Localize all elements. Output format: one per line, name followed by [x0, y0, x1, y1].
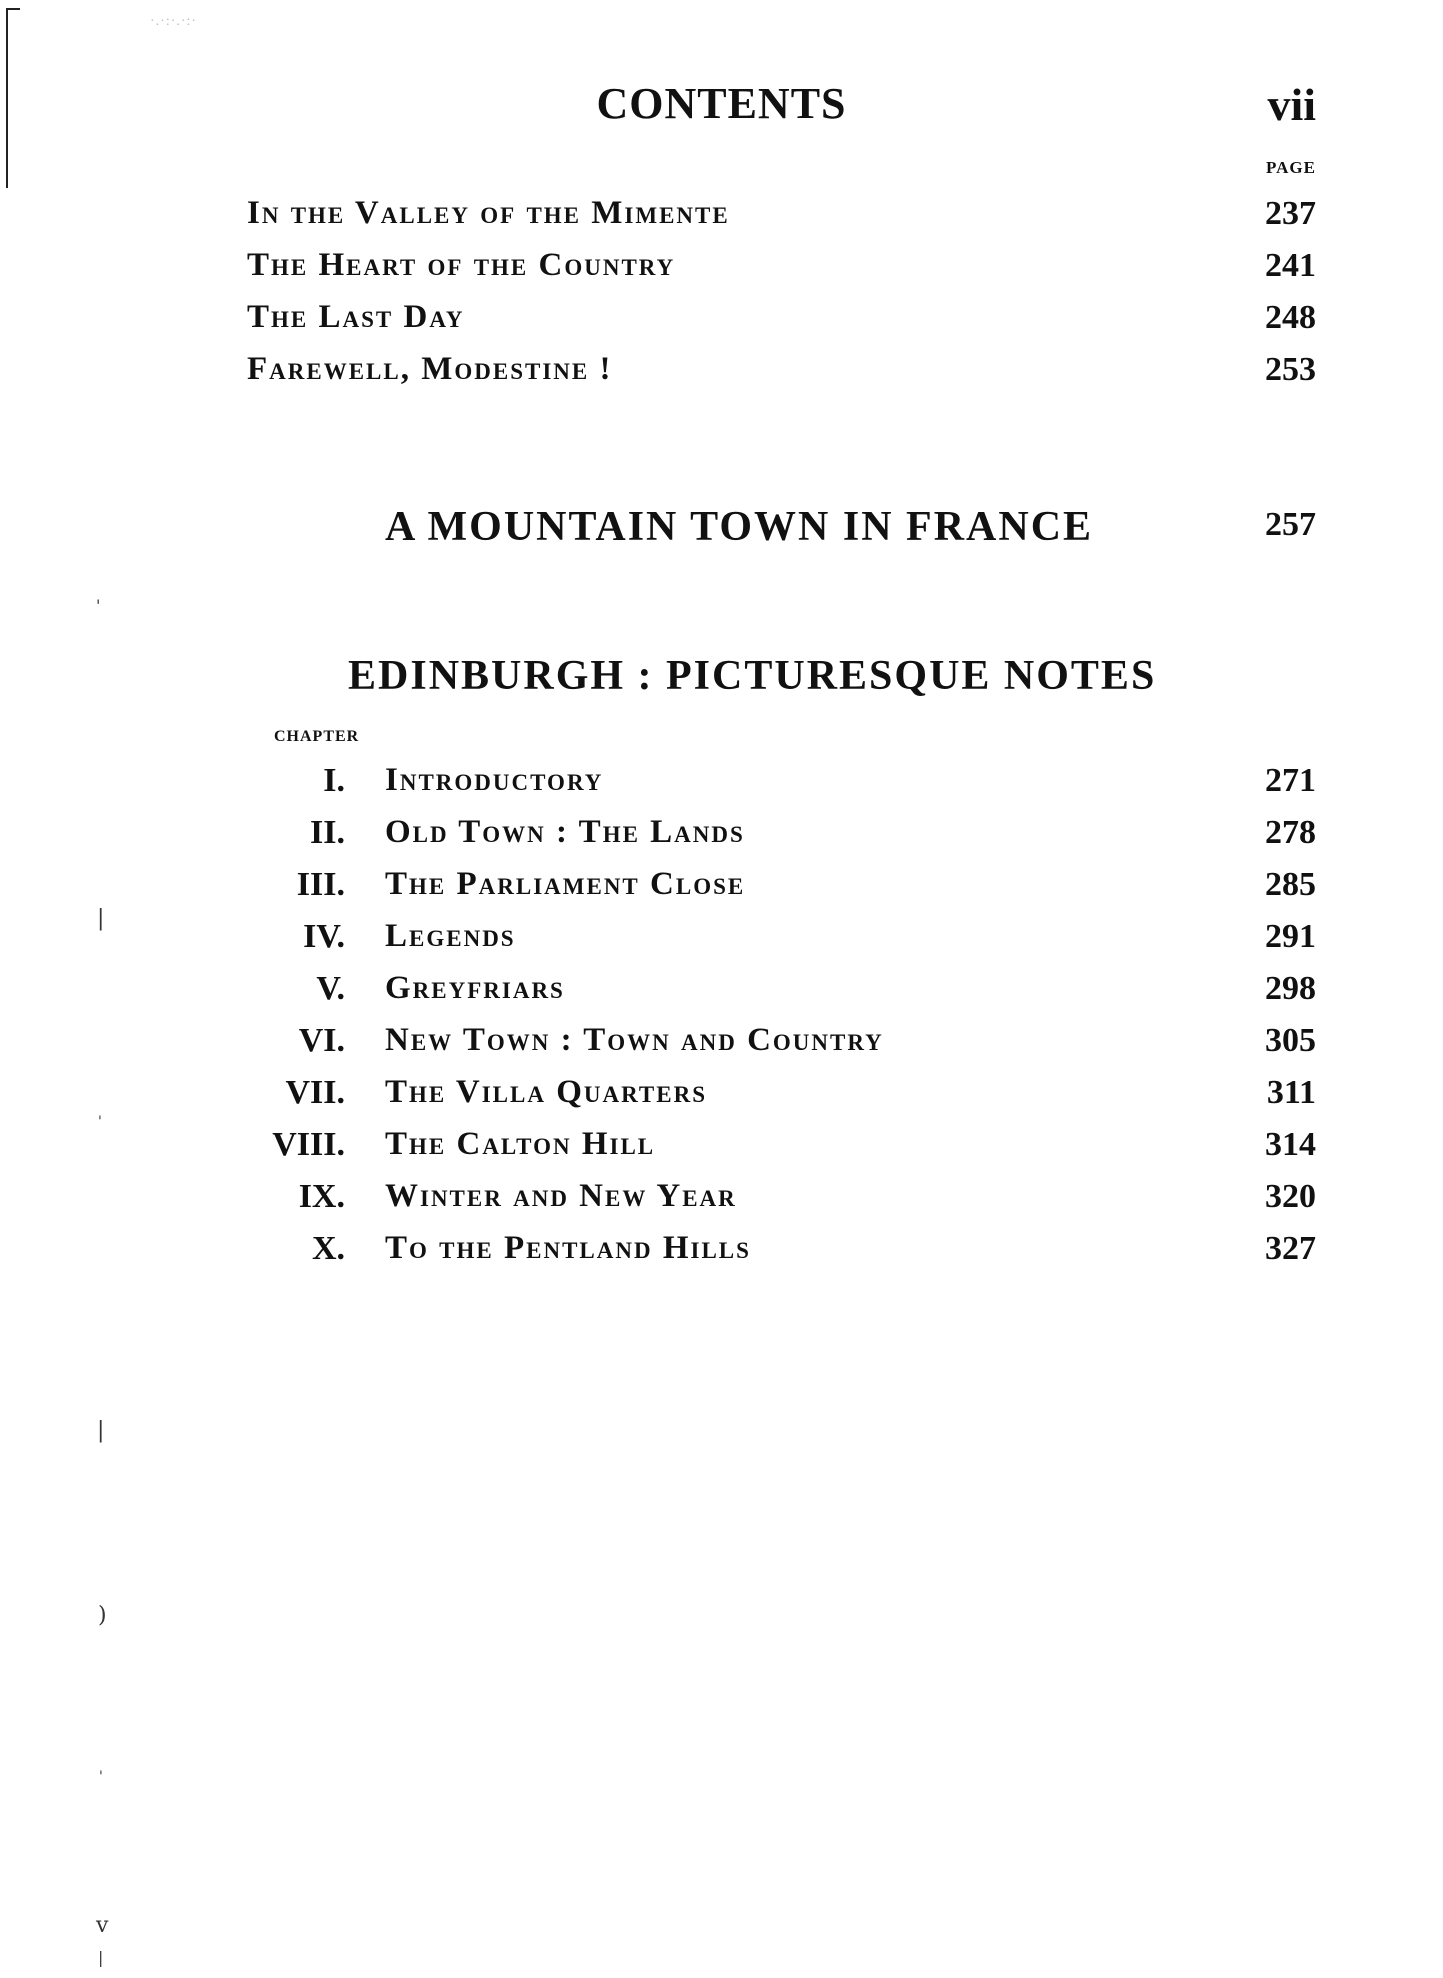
chapter-title: The Calton Hill [385, 1126, 656, 1162]
chapter-entry [0, 1074, 1443, 1118]
scan-mark-dot: | [97, 1418, 105, 1443]
chapter-page: 327 [1265, 1230, 1316, 1267]
toc-entry-page: 248 [1265, 299, 1316, 336]
toc-entry-title: Farewell, Modestine ! [247, 351, 613, 387]
page-column-label: PAGE [1266, 158, 1316, 177]
chapter-page: 285 [1265, 866, 1316, 903]
toc-entry [0, 299, 1443, 343]
scan-mark-dot: | [98, 1948, 104, 1967]
chapter-numeral: IX. [298, 1178, 345, 1215]
section-page-mountain-town: 257 [1265, 506, 1316, 543]
scan-mark-dot: v [96, 1913, 109, 1938]
page-title: CONTENTS [596, 79, 847, 128]
scan-mark-dot: ) [98, 1603, 107, 1628]
chapter-title: Greyfriars [385, 970, 565, 1006]
chapter-title: Winter and New Year [385, 1178, 737, 1214]
chapter-page: 271 [1265, 762, 1316, 799]
chapter-title: Legends [385, 918, 516, 954]
chapter-entry [0, 1126, 1443, 1170]
scan-mark-dot: ' [96, 596, 101, 615]
chapter-column-label: CHAPTER [274, 728, 360, 745]
chapter-title: Introductory [385, 762, 604, 798]
chapter-numeral: I. [323, 762, 345, 799]
chapter-entry [0, 762, 1443, 806]
toc-entry [0, 351, 1443, 395]
chapter-numeral: III. [296, 866, 345, 903]
chapter-title: New Town : Town and Country [385, 1022, 884, 1058]
toc-entry [0, 195, 1443, 239]
toc-entry-title: The Heart of the Country [247, 247, 676, 283]
section-heading-edinburgh: EDINBURGH : PICTURESQUE NOTES [348, 653, 1157, 699]
toc-entry [0, 247, 1443, 291]
chapter-title: Old Town : The Lands [385, 814, 745, 850]
scan-edge-tick [6, 8, 20, 10]
toc-entry-page: 253 [1265, 351, 1316, 388]
chapter-numeral: X. [311, 1230, 345, 1267]
toc-entry-page: 241 [1265, 247, 1316, 284]
toc-entry-page: 237 [1265, 195, 1316, 232]
section-heading-mountain-town: A MOUNTAIN TOWN IN FRANCE [385, 504, 1094, 550]
page-number: vii [1267, 79, 1316, 130]
chapter-numeral: II. [310, 814, 345, 851]
scan-mark-dot: ' [99, 1769, 103, 1785]
scan-mark-dot: ' [98, 1114, 102, 1130]
chapter-page: 305 [1265, 1022, 1316, 1059]
chapter-numeral: VIII. [272, 1126, 345, 1163]
chapter-entry [0, 1230, 1443, 1274]
chapter-entry [0, 918, 1443, 962]
chapter-entry [0, 814, 1443, 858]
chapter-page: 291 [1265, 918, 1316, 955]
chapter-entry [0, 1178, 1443, 1222]
scan-smudge: ·.·:·.·:· [150, 14, 198, 29]
chapter-title: To the Pentland Hills [385, 1230, 751, 1266]
chapter-numeral: VI. [298, 1022, 345, 1059]
chapter-title: The Parliament Close [385, 866, 746, 902]
chapter-entry [0, 866, 1443, 910]
chapter-page: 311 [1266, 1074, 1316, 1111]
chapter-page: 320 [1265, 1178, 1316, 1215]
chapter-page: 314 [1265, 1126, 1316, 1163]
chapter-numeral: V. [316, 970, 345, 1007]
chapter-numeral: IV. [303, 918, 345, 955]
toc-entry-title: The Last Day [247, 299, 465, 335]
chapter-title: The Villa Quarters [385, 1074, 707, 1110]
chapter-entry [0, 1022, 1443, 1066]
chapter-page: 298 [1265, 970, 1316, 1007]
chapter-numeral: VII. [285, 1074, 345, 1111]
chapter-entry [0, 970, 1443, 1014]
chapter-page: 278 [1265, 814, 1316, 851]
scan-mark-dot: | [97, 906, 105, 931]
toc-entry-title: In the Valley of the Mimente [247, 195, 730, 231]
